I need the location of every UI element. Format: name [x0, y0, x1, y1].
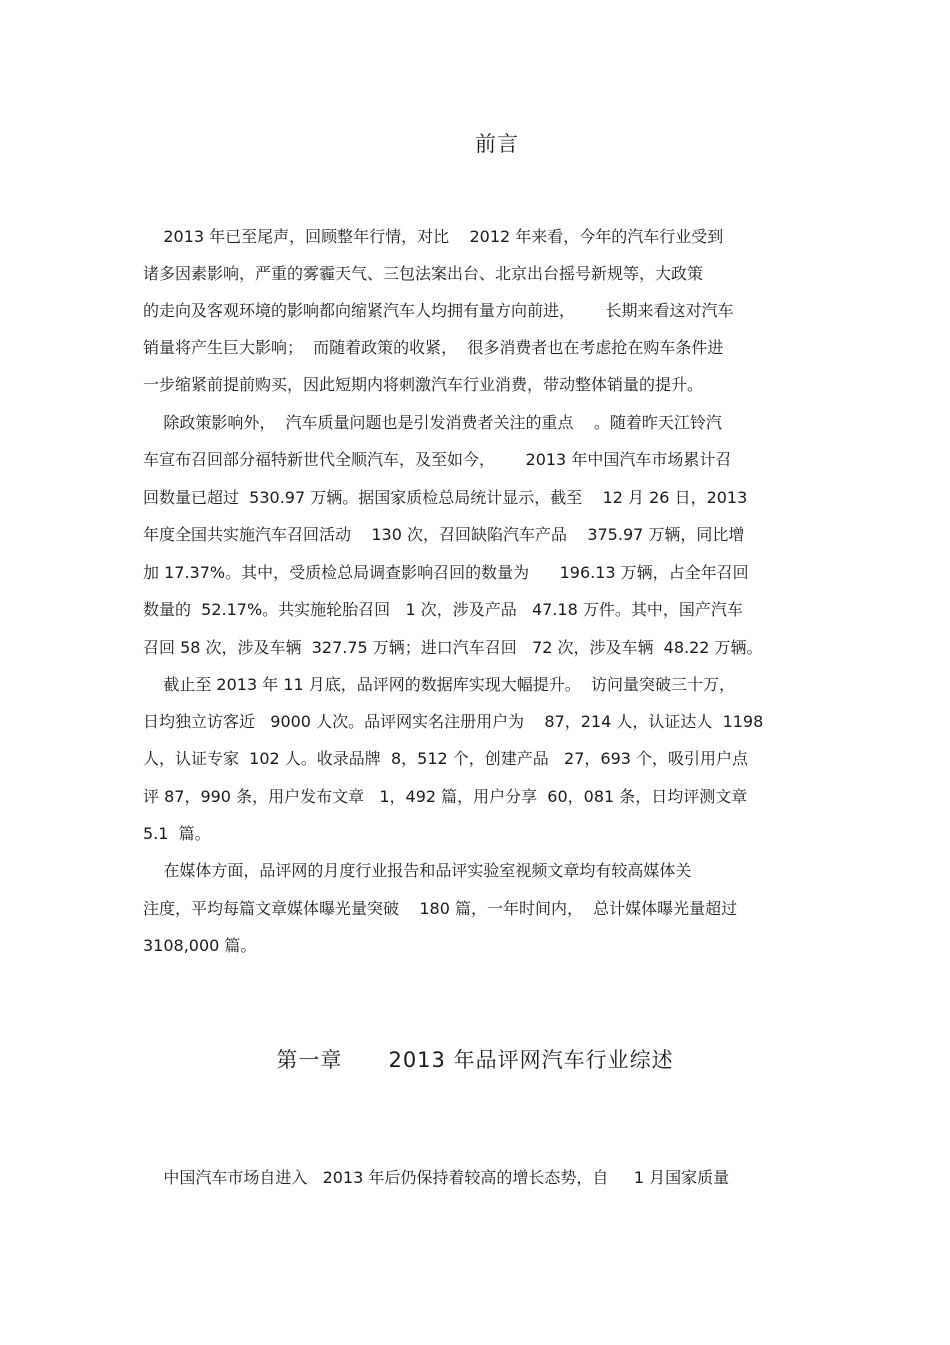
- text-line: 3108,000 篇。: [143, 936, 257, 955]
- chapter-title: 第一章 2013 年品评网汽车行业综述: [276, 1048, 674, 1072]
- text-line: 评 87，990 条，用户发布文章 1，492 篇，用户分享 60，081 条，日均评测文章: [143, 787, 748, 806]
- text-line: 截止至 2013 年 11 月底，品评网的数据库实现大幅提升。 访问量突破三十万，: [143, 675, 735, 694]
- text-line: 诸多因素影响，严重的雾霾天气、三包法案出台、北京出台摇号新规等，大政策: [143, 264, 704, 283]
- text-line: 日均独立访客近 9000 人次。品评网实名注册用户为 87，214 人，认证达人 1198: [143, 712, 764, 731]
- text-line: 5.1 篇。: [143, 824, 211, 843]
- text-line: 销量将产生巨大影响； 而随着政策的收紧， 很多消费者也在考虑抢在购车条件进: [143, 338, 724, 357]
- text-line: 在媒体方面，品评网的月度行业报告和品评实验室视频文章均有较高媒体关: [143, 861, 692, 880]
- text-line: 除政策影响外， 汽车质量问题也是引发消费者关注的重点 。随着昨天江铃汽: [143, 413, 722, 432]
- text-line: 回数量已超过 530.97 万辆。据国家质检总局统计显示，截至 12 月 26 日，2013: [143, 488, 748, 507]
- text-line: 数量的 52.17%。共实施轮胎召回 1 次，涉及产品 47.18 万件。其中，国产汽车: [143, 600, 743, 619]
- text-line: 注度，平均每篇文章媒体曝光量突破 180 篇，一年时间内， 总计媒体曝光量超过: [143, 899, 738, 918]
- text-line: 2013 年已至尾声，回顾整年行情，对比 2012 年来看，今年的汽车行业受到: [143, 227, 724, 246]
- text-line: 加 17.37%。其中，受质检总局调查影响召回的数量为 196.13 万辆，占全年召回: [143, 563, 749, 582]
- preface-title: 前言: [475, 132, 519, 156]
- text-line: 人，认证专家 102 人。收录品牌 8，512 个，创建产品 27，693 个，吸引用户点: [143, 749, 749, 768]
- text-line: 车宣布召回部分福特新世代全顺汽车，及至如今， 2013 年中国汽车市场累计召: [143, 450, 732, 469]
- text-line: 年度全国共实施汽车召回活动 130 次，召回缺陷汽车产品 375.97 万辆，同比增: [143, 525, 745, 544]
- text-line: 中国汽车市场自进入 2013 年后仍保持着较高的增长态势，自 1 月国家质量: [143, 1168, 730, 1187]
- text-line: 的走向及客观环境的影响都向缩紧汽车人均拥有量方向前进， 长期来看这对汽车: [143, 301, 734, 320]
- text-line: 一步缩紧前提前购买，因此短期内将刺激汽车行业消费，带动整体销量的提升。: [143, 375, 704, 394]
- text-line: 召回 58 次，涉及车辆 327.75 万辆；进口汽车召回 72 次，涉及车辆 48.22 万辆。: [143, 638, 763, 657]
